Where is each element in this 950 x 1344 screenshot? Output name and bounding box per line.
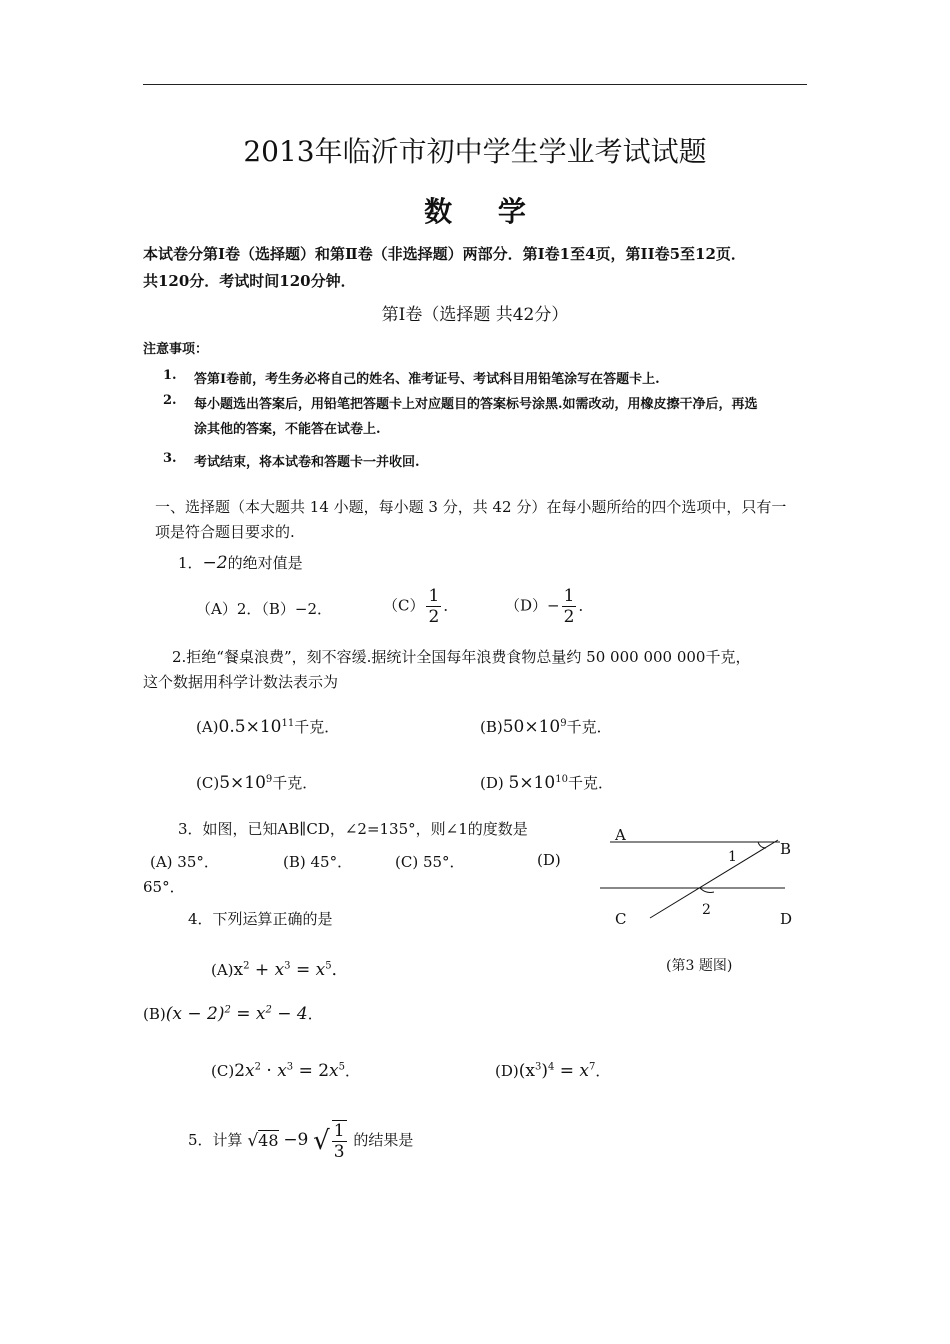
notice-num-2: 2. (163, 393, 177, 408)
q2-line-1: 2.拒绝“餐桌浪费”，刻不容缓.据统计全国每年浪费食物总量约 50 000 000 000千克， (172, 648, 751, 666)
notice-item-1: 答第Ⅰ卷前，考生务必将自己的姓名、准考证号、考试科目用铅笔涂写在答题卡上. (194, 372, 660, 387)
q3-option-d-value: 65°． (143, 878, 185, 896)
subject-title: 数 学 (424, 195, 544, 228)
q2-option-c: $(C)5\times 10^9$千克． (196, 773, 318, 793)
notice-item-2: 每小题选出答案后，用铅笔把答题卡上对应题目的答案标号涂黑.如需改动，用橡皮擦干净后，再选 (194, 397, 758, 412)
angle-1-arc (758, 842, 766, 848)
q4-option-c: $(C)2x^2 \cdot x^3 = 2x^5$． (211, 1061, 361, 1081)
q4-option-d: $(D)(x^3)^4 = x^7$． (495, 1061, 611, 1081)
q2-option-a: $(A)0.5\times 10^{11}$千克． (196, 717, 340, 737)
label-angle-1: 1 (728, 849, 737, 865)
question-5: 5．计算 √48 −9 √ $\frac{1}{3}$ 的结果是 (188, 1121, 414, 1162)
q4-option-a: $(A)x^2 + x^3 = x^5$． (211, 960, 349, 980)
q3-option-c: (C) 55°． (395, 853, 465, 871)
label-c: C (615, 910, 627, 928)
label-d: D (780, 910, 793, 928)
part1-line-2: 项是符合题目要求的. (155, 523, 295, 541)
intro-line-2: 共120分．考试时间120分钟． (143, 272, 356, 290)
sqrt-48: √48 (247, 1131, 279, 1151)
q3-option-a: (A) 35°． (150, 853, 219, 871)
q3-option-d: (D) (537, 851, 561, 869)
transversal-line (650, 840, 778, 918)
q1-option-c: （C） $\frac{1}{2}$ ． (383, 586, 459, 627)
notice-item-3: 考试结束，将本试卷和答题卡一并收回. (194, 455, 420, 470)
exam-title: 2013年临沂市初中学生学业考试试题 (243, 135, 707, 168)
notice-num-1: 1. (163, 368, 177, 383)
question-3: 3．如图，已知AB∥CD，∠2=135°，则∠1的度数是 (178, 820, 528, 838)
q4-option-b: $(B)(x - 2)^2 = x^2 - 4$． (143, 1004, 323, 1024)
q2-line-2: 这个数据用科学计数法表示为 (143, 673, 339, 691)
intro-line-1: 本试卷分第Ⅰ卷（选择题）和第Ⅱ卷（非选择题）两部分．第Ⅰ卷1至4页，第II卷5至12页． (143, 245, 746, 263)
notice-num-3: 3. (163, 451, 177, 466)
label-angle-2: 2 (702, 902, 711, 918)
notice-title: 注意事项： (143, 342, 209, 357)
section-1-title: 第Ⅰ卷（选择题 共42分） (381, 305, 569, 325)
label-a: A (615, 826, 626, 844)
label-b: B (780, 840, 792, 858)
part1-line-1: 一、选择题（本大题共 14 小题，每小题 3 分，共 42 分）在每小题所给的四个选项中，只有一 (155, 498, 787, 516)
q1-options-ab: （A）2．（B）−2． (196, 600, 333, 618)
q2-option-d: (D) $5\times 10^{10}$千克． (480, 773, 613, 793)
q1-option-d: （D）− $\frac{1}{2}$ ． (505, 586, 594, 627)
angle-2-arc (700, 888, 714, 893)
question-1: 1．−2的绝对值是 (178, 553, 303, 573)
q2-option-b: $(B)50\times 10^9$千克． (480, 717, 612, 737)
q3-option-b: (B) 45°． (283, 853, 353, 871)
header-rule (143, 84, 807, 85)
sqrt-one-third: √ $\frac{1}{3}$ (313, 1121, 345, 1162)
notice-item-2-cont: 涂其他的答案，不能答在试卷上. (194, 422, 381, 437)
question-4: 4．下列运算正确的是 (188, 910, 333, 928)
figure-caption: (第3 题图) (666, 958, 733, 974)
